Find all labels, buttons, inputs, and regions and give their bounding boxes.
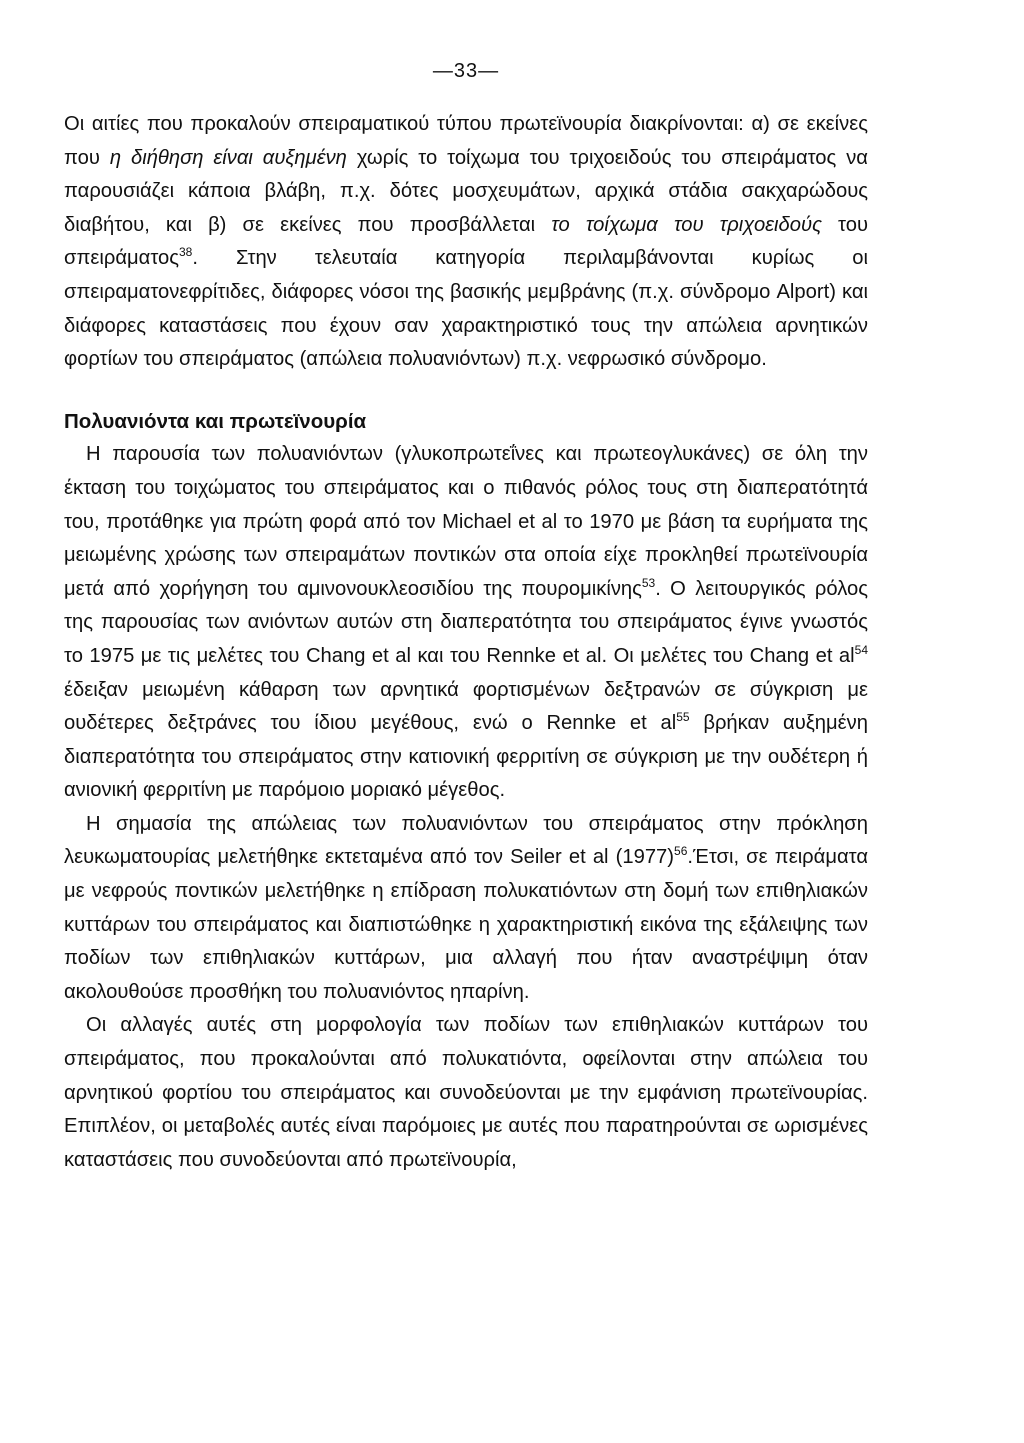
intro-text-3: του σπειράματος [64,213,868,270]
section-heading: Πολυανιόντα και πρωτεϊνουρία [64,409,367,433]
reference-38: 38 [178,245,193,260]
p1-text-2: . Ο λειτουργικός ρόλος της παρουσίας των ανιόντων αυτών στη διαπερατότητα του σπειράματος έγινε γνωστός το 1975 με τις μελέτες του Chang et al και του Rennke et al. Οι μελέτες του Chang et al [64,577,869,667]
reference-56: 56 [674,844,688,859]
reference-53: 53 [641,575,656,590]
page-number: —33— [432,60,500,82]
p1-text-3: έδειξαν μειωμένη κάθαρση των αρνητικά φορτισμένων δεξτρανών σε σύγκριση με ουδέτερες δεξτράνες του ίδιου μεγέθους, ενώ ο Rennke et al [64,678,868,735]
intro-text-1: Οι αιτίες που προκαλούν σπειραματικού τύπου πρωτεϊνουρία διακρίνονται: α) σε εκείνες που [64,113,868,169]
section-paragraph-2 [64,808,868,1010]
intro-text-2: χωρίς το τοίχωμα του τριχοειδούς του σπειράματος να παρουσιάζει κάποια βλάβη, π.χ. δότες μοσχευμάτων, αρχικά στάδια σακχαρώδους διαβήτου, και β) σε εκείνες που προσβάλλεται [64,146,868,236]
intro-emphasis-1: η διήθηση είναι αυξημένη [109,146,347,169]
reference-55: 55 [676,710,690,725]
page-body [64,108,868,1177]
section-paragraph-1 [64,438,868,808]
intro-text-4: . Στην τελευταία κατηγορία περιλαμβάνονται κυρίως οι σπειραματονεφρίτιδες, διάφορες νόσοι της βασικής μεμβράνης (π.χ. σύνδρομο Alport) και διάφορες καταστάσεις που έχουν σαν χαρακτηριστικό τους την απώλεια αρνητικών φορτίων του σπειράματος (απώλεια πολυανιόντων) π.χ. νεφρωσικό σύνδρομο. [64,247,868,371]
reference-54: 54 [854,642,868,657]
p1-text-4: βρήκαν αυξημένη διαπερατότητα του σπειράματος στην κατιονική φερριτίνη σε σύγκριση με την ουδέτερη ή ανιονική φερριτίνη με παρόμοιο μοριακό μέγεθος. [64,712,868,802]
p1-text-1: Η παρουσία των πολυανιόντων (γλυκοπρωτεΐνες και πρωτεογλυκάνες) σε όλη την έκταση του τοιχώματος του σπειράματος και ο πιθανός ρόλος τους στη διαπερατότητά του, προτάθηκε για πρώτη φορά από τον Michael et al το 1970 με βάση τα ευρήματα της μειωμένης χρώσης των σπειραμάτων ποντικών στα οποία είχε προκληθεί πρωτεϊνουρία μετά από χορήγηση του αμινονουκλεοσιδίου της πουρομικίνης [64,443,868,600]
section-paragraph-3 [64,1009,868,1177]
p3-text-1: Οι αλλαγές αυτές στη μορφολογία των ποδίων των επιθηλιακών κυττάρων του σπειράματος, που προκαλούνται από πολυκατιόντα, οφείλονται στην απώλεια του αρνητικού φορτίου του σπειράματος και συνοδεύονται με την εμφάνιση πρωτεϊνουρίας. Επιπλέον, οι μεταβολές αυτές είναι παρόμοιες με αυτές που παρατηρούνται σε ωρισμένες καταστάσεις που συνοδεύονται από πρωτεϊνουρία, [64,1014,868,1171]
intro-paragraph [64,108,868,377]
p2-text-2: .Έτσι, σε πειράματα με νεφρούς ποντικών μελετήθηκε η επίδραση πολυκατιόντων στη δομή των επιθηλιακών κυττάρων του σπειράματος και διαπιστώθηκε η χαρακτηριστική εικόνα της εξάλειψης των ποδίων των επιθηλιακών κυττάρων, μια αλλαγή που ήταν αναστρέψιμη όταν ακολουθούσε προσθήκη του πολυανιόντος ηπαρίνη. [64,846,868,1003]
intro-emphasis-2: το τοίχωμα του τριχοειδούς [551,213,822,236]
p2-text-1: Η σημασία της απώλειας των πολυανιόντων του σπειράματος στην πρόκληση λευκωματουρίας μελετήθηκε εκτεταμένα από τον Seiler et al (1977) [64,812,868,869]
